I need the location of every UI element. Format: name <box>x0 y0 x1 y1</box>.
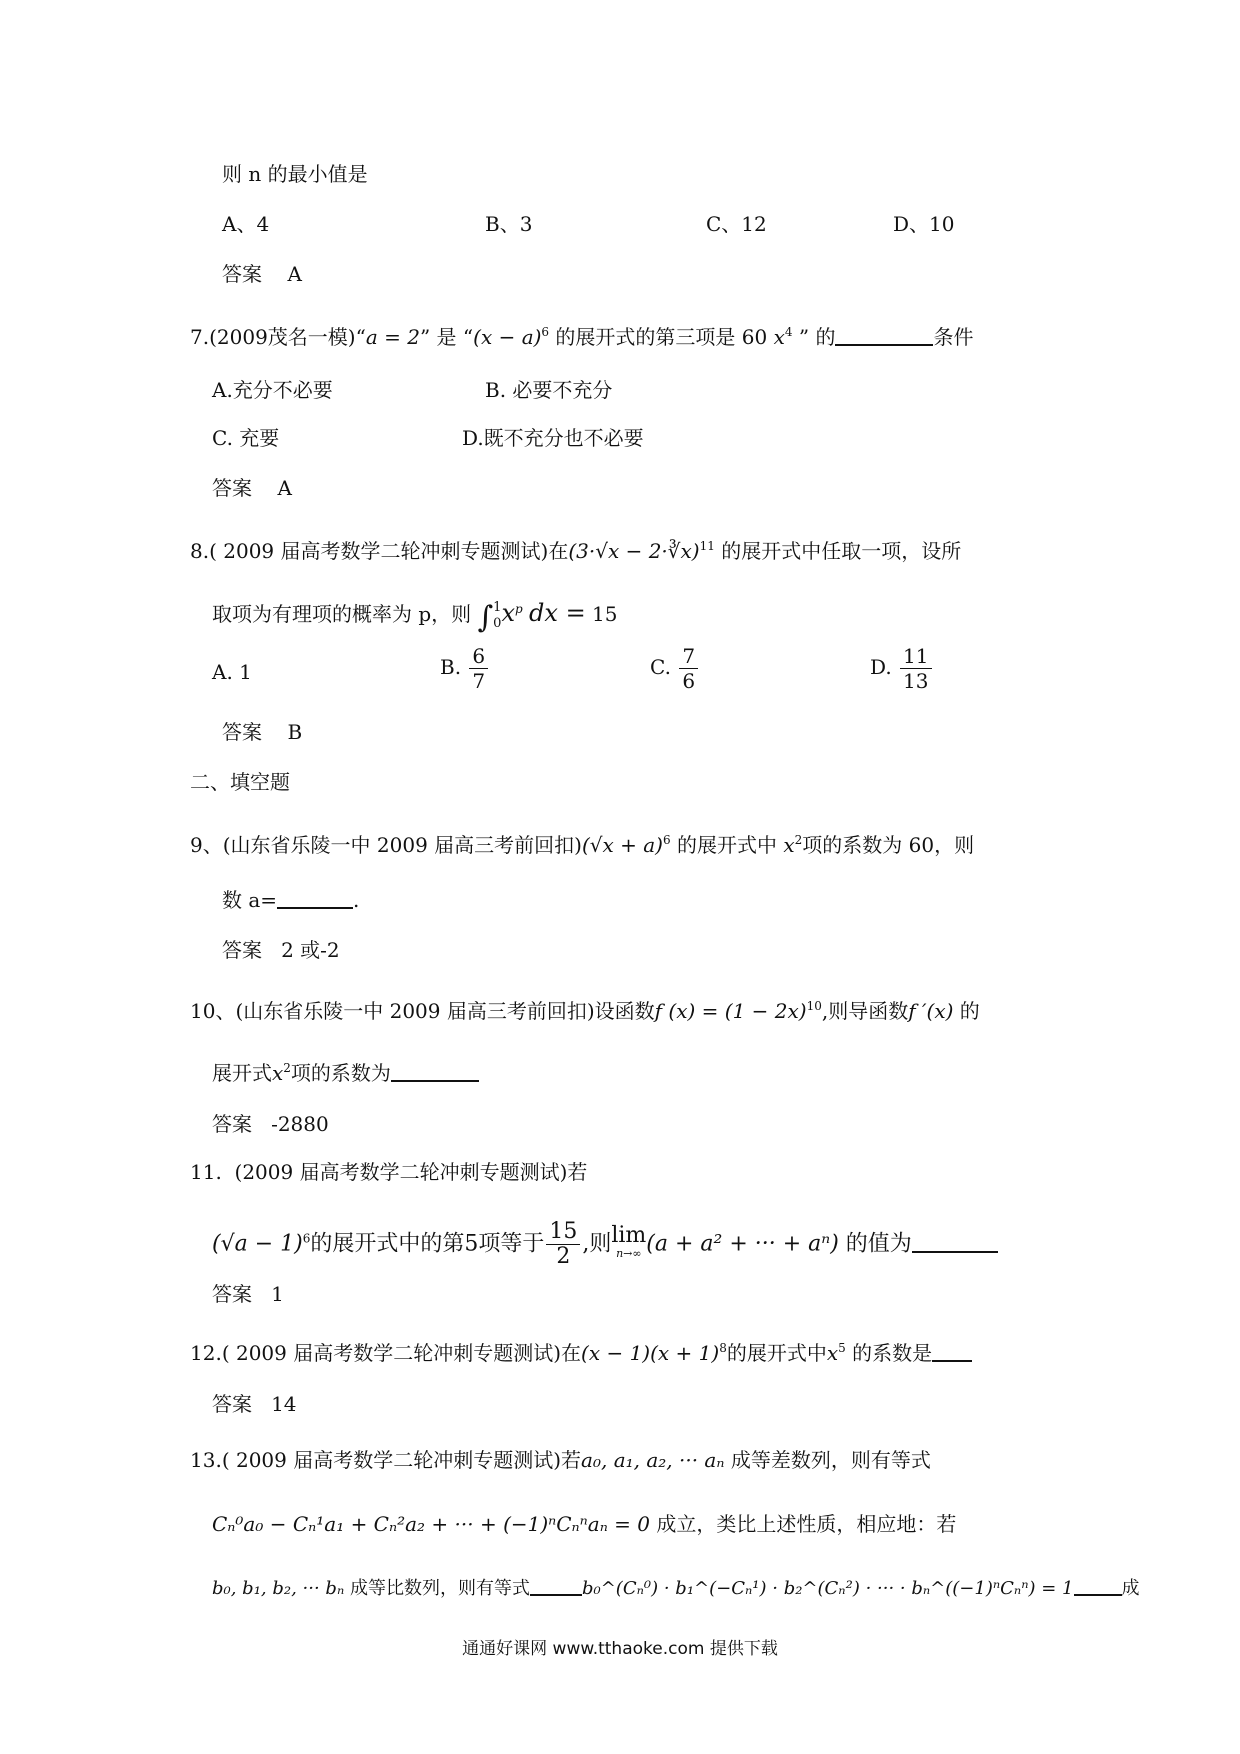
q7-exponent: 6 <box>541 325 550 339</box>
q8-expression: (3·√x − 2·∛x) <box>568 539 700 563</box>
q11-lim: lim <box>611 1222 647 1248</box>
q11-stem <box>190 1158 587 1186</box>
q12-text: 的展开式中 <box>726 1341 827 1365</box>
q8-value: 15 <box>592 602 618 626</box>
q8-integral-upper: 1 <box>493 599 502 615</box>
answer-label: 答案 <box>212 1392 252 1416</box>
denominator: 13 <box>903 669 929 693</box>
q6-stem-tail: 则 n 的最小值是 <box>222 162 368 186</box>
numerator: 15 <box>546 1220 580 1245</box>
answer-value: B <box>287 720 303 744</box>
q10-blank <box>391 1060 479 1082</box>
answer-value: A <box>277 476 292 500</box>
q7-expression: (x − a) <box>473 325 542 349</box>
q11-lim-sub: n→∞ <box>616 1246 642 1260</box>
page-footer: 通通好课网 www.tthaoke.com 提供下载 <box>462 1639 778 1659</box>
q13-text: 若 <box>561 1448 582 1472</box>
q6-option-c: C、12 <box>706 212 767 236</box>
q8-text: 在 <box>548 539 569 563</box>
answer-label: 答案 <box>222 720 262 744</box>
q7-blank <box>835 324 933 346</box>
q7-option-a: A.充分不必要 <box>212 378 333 402</box>
option-value: 1 <box>239 660 252 684</box>
q7-text: 的展开式的第三项是 60 <box>549 325 768 349</box>
q9-answer <box>222 936 340 964</box>
numerator: 7 <box>679 644 698 669</box>
q8-text: 取项为有理项的概率为 p，则 <box>212 602 472 626</box>
q10-text: 展开式 <box>212 1061 272 1085</box>
q13-stem-line2 <box>212 1510 956 1538</box>
denominator: 7 <box>472 669 486 693</box>
q10-text: 的 <box>953 999 980 1023</box>
q7-text: ” 的 <box>792 325 836 349</box>
q10-text: ,则导函数 <box>821 999 909 1023</box>
q11-text: 若 <box>567 1160 588 1184</box>
answer-label: 答案 <box>212 1112 252 1136</box>
q11-text: 的值为 <box>838 1231 912 1257</box>
q10-stem <box>190 992 980 1025</box>
q7-option-d: D.既不充分也不必要 <box>462 426 644 450</box>
q7-term-exponent: 4 <box>784 325 793 339</box>
q9-text: . <box>353 888 360 912</box>
q7-text: “ <box>355 325 366 349</box>
fraction <box>546 1220 580 1269</box>
q11-blank <box>912 1231 998 1253</box>
answer-label: 答案 <box>212 476 252 500</box>
q11-answer <box>212 1280 284 1308</box>
q7-option-c: C. 充要 <box>212 426 280 450</box>
q7-number: 7. <box>190 325 210 349</box>
q9-expression: (√x + a) <box>581 833 663 857</box>
answer-value: 14 <box>271 1392 297 1416</box>
q9-stem-line2 <box>222 886 359 914</box>
q7-text: ” 是 “ <box>419 325 474 349</box>
q12-term-exponent: 5 <box>838 1341 846 1355</box>
q8-answer <box>222 718 302 746</box>
option-label: A. <box>212 660 233 684</box>
q7-stem <box>190 318 973 351</box>
q6-answer <box>222 260 302 288</box>
option-label: B. <box>440 655 462 679</box>
q12-blank <box>932 1340 972 1362</box>
q13-source: ( 2009 届高考数学二轮冲刺专题测试) <box>221 1448 562 1472</box>
q10-function: f (x) = (1 − 2x) <box>654 999 807 1023</box>
q8-integral-lower: 0 <box>493 615 502 631</box>
q7-text: 条件 <box>933 325 974 349</box>
q9-text: 数 a= <box>222 888 278 912</box>
q11-text: 的展开式中的第5项等于 <box>310 1231 545 1257</box>
q9-source: (山东省乐陵一中 2009 届高三考前回扣) <box>222 833 582 857</box>
q8-option-c <box>650 644 700 693</box>
q10-derivative: f ′(x) <box>908 999 954 1023</box>
q13-number: 13. <box>190 1448 222 1472</box>
q13-identity: Cₙ⁰a₀ − Cₙ¹a₁ + Cₙ²a₂ + ··· + (−1)ⁿCₙⁿaₙ = 0 <box>212 1512 650 1536</box>
q11-source: (2009 届高考数学二轮冲刺专题测试) <box>234 1160 568 1184</box>
q13-blank-left <box>530 1574 582 1596</box>
q9-term-exponent: 2 <box>794 833 803 847</box>
q9-text: 项的系数为 60，则 <box>802 833 975 857</box>
q12-expression: (x − 1)(x + 1) <box>581 1341 720 1365</box>
answer-label: 答案 <box>212 1282 252 1306</box>
q7-condition: a = 2 <box>365 325 420 349</box>
q13-text: 成等比数列，则有等式 <box>344 1578 530 1599</box>
q10-exponent: 10 <box>806 999 822 1013</box>
q12-source: ( 2009 届高考数学二轮冲刺专题测试) <box>221 1341 562 1365</box>
q7-source: (2009茂名一模) <box>209 325 356 349</box>
q10-text: 项的系数为 <box>290 1061 391 1085</box>
fraction <box>679 644 698 693</box>
q12-stem <box>190 1334 972 1367</box>
fraction <box>900 644 931 693</box>
denominator: 6 <box>682 669 696 693</box>
q10-number: 10、 <box>190 999 236 1023</box>
q13-blank-right <box>1074 1574 1122 1596</box>
q8-exponent: 11 <box>699 539 715 553</box>
fraction <box>469 644 488 693</box>
answer-value: 2 或-2 <box>281 938 340 962</box>
q12-text: 在 <box>561 1341 582 1365</box>
q10-term-exponent: 2 <box>283 1061 291 1075</box>
q13-sequence-a: a₀, a₁, a₂, ··· aₙ <box>581 1448 725 1472</box>
q12-text: 的系数是 <box>845 1341 933 1365</box>
q12-exponent: 8 <box>719 1341 727 1355</box>
q9-number: 9、 <box>190 833 223 857</box>
q11-limit-expression: (a + a² + ··· + aⁿ) <box>646 1231 839 1257</box>
q7-option-b: B. 必要不充分 <box>485 378 613 402</box>
numerator: 11 <box>900 644 931 669</box>
q12-term: x <box>826 1341 839 1365</box>
q13-sequence-b: b₀, b₁, b₂, ··· bₙ <box>212 1578 345 1599</box>
q11-stem-line2 <box>212 1220 998 1269</box>
q9-exponent: 6 <box>662 833 671 847</box>
q8-option-d <box>870 644 934 693</box>
q9-term: x <box>783 833 795 857</box>
q13-stem <box>190 1446 931 1474</box>
q8-number: 8. <box>190 539 210 563</box>
option-label: C. <box>650 655 671 679</box>
answer-value: 1 <box>271 1282 284 1306</box>
numerator: 6 <box>469 644 488 669</box>
answer-label: 答案 <box>222 262 262 286</box>
q7-answer <box>212 474 292 502</box>
q8-integrand-exponent: p <box>515 602 523 616</box>
answer-value: A <box>287 262 302 286</box>
q10-stem-line2 <box>212 1054 479 1087</box>
q6-option-b: B、3 <box>485 212 533 236</box>
answer-label: 答案 <box>222 938 262 962</box>
q10-term: x <box>272 1061 284 1085</box>
q8-option-a <box>212 658 252 686</box>
q8-source: ( 2009 届高考数学二轮冲刺专题测试) <box>209 539 549 563</box>
q8-integrand: x <box>501 599 515 627</box>
q6-option-d: D、10 <box>893 212 955 236</box>
q9-blank <box>277 887 353 909</box>
q13-stem-line3 <box>212 1574 1140 1603</box>
q12-number: 12. <box>190 1341 222 1365</box>
q10-text: 设函数 <box>594 999 655 1023</box>
q7-term: x <box>773 325 785 349</box>
q9-stem <box>190 826 974 859</box>
q10-source: (山东省乐陵一中 2009 届高三考前回扣) <box>235 999 595 1023</box>
denominator: 2 <box>556 1244 571 1269</box>
q13-text: 成 <box>1121 1578 1140 1599</box>
section-title: 二、填空题 <box>190 770 290 794</box>
q13-answer-expression: b₀^(Cₙ⁰) · b₁^(−Cₙ¹) · b₂^(Cₙ²) · ··· · bₙ^((−1)ⁿCₙⁿ) = 1 <box>581 1578 1074 1599</box>
q9-text: 的展开式中 <box>670 833 784 857</box>
q11-number: 11. <box>190 1160 222 1184</box>
q13-text: 成立，类比上述性质，相应地：若 <box>650 1512 957 1536</box>
option-label: D. <box>870 655 892 679</box>
integral-sign: ∫ <box>477 600 494 635</box>
q11-text: ,则 <box>582 1231 612 1257</box>
q8-stem-line2 <box>212 595 618 635</box>
answer-value: -2880 <box>271 1112 329 1136</box>
q10-answer <box>212 1110 329 1138</box>
q11-expression: (√a − 1) <box>212 1231 303 1257</box>
q8-stem <box>190 532 961 565</box>
q6-option-a: A、4 <box>222 212 270 236</box>
q11-exponent: 6 <box>302 1231 311 1246</box>
q8-text: 的展开式中任取一项，设所 <box>714 539 962 563</box>
q13-text: 成等差数列，则有等式 <box>724 1448 931 1472</box>
q8-option-b <box>440 644 490 693</box>
q11-limit <box>611 1222 647 1263</box>
q12-answer <box>212 1390 297 1418</box>
q8-dx: dx = <box>529 599 586 627</box>
